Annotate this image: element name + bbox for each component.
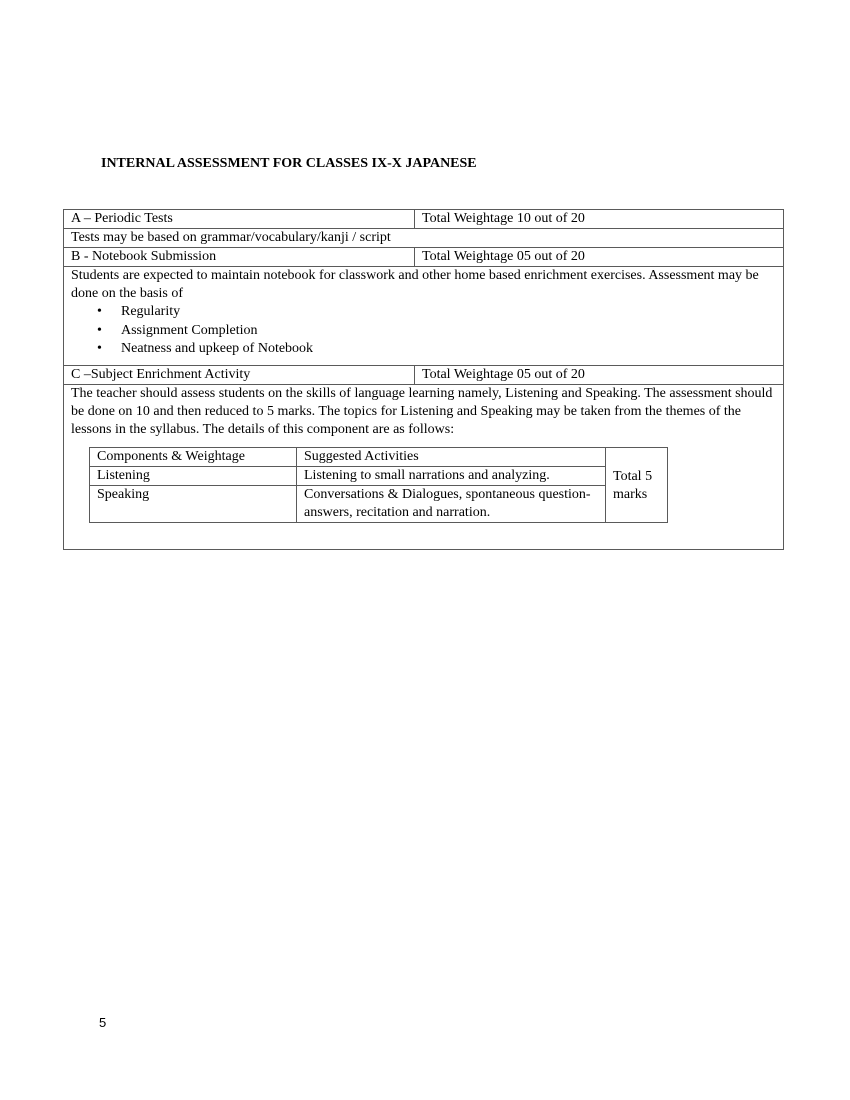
bullet-item: • Assignment Completion	[97, 322, 776, 341]
page-number: 5	[99, 1015, 107, 1030]
section-b-description-row	[64, 267, 784, 366]
section-b-header-row	[64, 248, 784, 267]
section-c-description-cell	[64, 384, 784, 549]
assessment-table	[63, 209, 784, 550]
section-b-description: Students are expected to maintain notebook for classwork and other home based enrichment exercises. Assessment may be done on the basis of	[71, 268, 759, 301]
section-a-label: A – Periodic Tests	[64, 210, 415, 229]
component-speaking: Speaking	[90, 485, 297, 522]
activities-header: Suggested Activities	[297, 447, 606, 466]
section-a-header-row	[64, 210, 784, 229]
components-header-row	[90, 447, 668, 466]
components-table	[89, 447, 668, 523]
page-title: INTERNAL ASSESSMENT FOR CLASSES IX-X JAPANESE	[101, 156, 477, 171]
activity-speaking: Conversations & Dialogues, spontaneous question-answers, recitation and narration.	[297, 485, 606, 522]
section-c-weightage: Total Weightage 05 out of 20	[415, 365, 784, 384]
component-listening: Listening	[90, 466, 297, 485]
activity-listening: Listening to small narrations and analyzing.	[297, 466, 606, 485]
section-c-label: C –Subject Enrichment Activity	[64, 365, 415, 384]
section-a-description-row	[64, 229, 784, 248]
bullet-item: • Regularity	[97, 303, 776, 322]
total-marks: Total 5 marks	[606, 447, 668, 522]
section-a-weightage: Total Weightage 10 out of 20	[415, 210, 784, 229]
section-c-description-row	[64, 384, 784, 549]
section-b-bullet-list	[71, 303, 776, 359]
section-a-description: Tests may be based on grammar/vocabulary/kanji / script	[64, 229, 784, 248]
table-row	[90, 485, 668, 522]
components-header: Components & Weightage	[90, 447, 297, 466]
section-c-description: The teacher should assess students on the skills of language learning namely, Listening and Speaking. The assessment should be done on 10 and then reduced to 5 marks. The topics for Listening and Speaking may be taken from the themes of the lessons in the syllabus. The details of this component are as follows:	[71, 385, 773, 437]
bullet-item: • Neatness and upkeep of Notebook	[97, 340, 776, 359]
section-b-weightage: Total Weightage 05 out of 20	[415, 248, 784, 267]
section-b-description-cell	[64, 267, 784, 366]
section-b-label: B - Notebook Submission	[64, 248, 415, 267]
table-row	[90, 466, 668, 485]
section-c-header-row	[64, 365, 784, 384]
